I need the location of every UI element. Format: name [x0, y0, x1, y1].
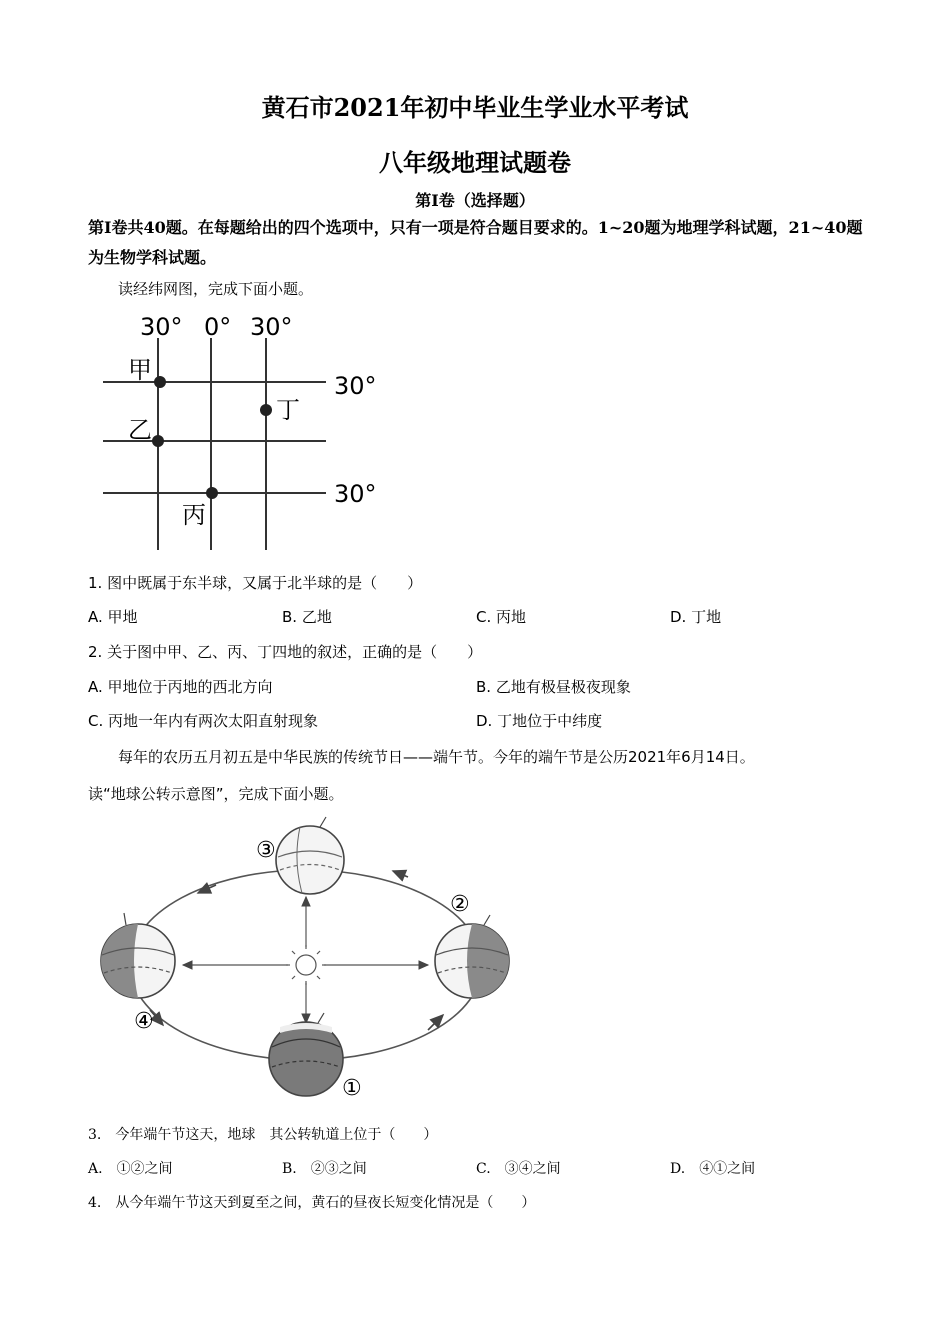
position-label-1: ①: [342, 1076, 362, 1101]
lat-label-north: 30°: [334, 372, 377, 400]
position-label-4: ④: [134, 1009, 154, 1034]
q2-option-a[interactable]: [88, 676, 273, 697]
lon-label-east: 30°: [250, 313, 293, 341]
question-1-text: 1. 图中既属于东半球，又属于北半球的是（ ）: [88, 574, 423, 592]
q3-option-d-text: ④①之间: [699, 1161, 756, 1177]
label-yi: 乙: [128, 416, 152, 444]
q1-option-b-text: 乙地: [301, 608, 332, 626]
q1-option-a[interactable]: [88, 606, 138, 627]
q1-option-d[interactable]: [670, 606, 721, 627]
q3-option-c-text: ③④之间: [504, 1161, 561, 1177]
question-1-stem: [88, 572, 422, 593]
earth-revolution-figure: [88, 815, 528, 1105]
lat-label-south: 30°: [334, 480, 377, 508]
q3-option-a-key: A.: [88, 1161, 103, 1177]
q2-option-d-text: 丁地位于中纬度: [497, 712, 603, 730]
q1-option-c-key: C.: [476, 608, 492, 626]
orbit-arrow-bottom: [428, 1015, 443, 1030]
q2-option-c-text: 丙地一年内有两次太阳直射现象: [108, 712, 319, 730]
label-bing: 丙: [182, 501, 206, 529]
q3-option-a[interactable]: [88, 1158, 173, 1178]
q3-option-b-text: ②③之间: [310, 1161, 367, 1177]
earth-position-4: [101, 913, 175, 998]
question-4-stem: 4. 从今年端午节这天到夏至之间，黄石的昼夜长短变化情况是（ ）: [88, 1195, 536, 1211]
lon-label-west: 30°: [140, 313, 183, 341]
earth-position-3: [276, 817, 344, 894]
question-2-stem: [88, 641, 482, 662]
q3-option-d[interactable]: [670, 1158, 755, 1178]
q3-option-a-text: ①②之间: [116, 1161, 173, 1177]
position-label-2: ②: [450, 892, 470, 917]
lon-label-zero: 0°: [204, 313, 232, 341]
q1-option-d-text: 丁地: [691, 608, 722, 626]
q2-option-d-key: D.: [476, 712, 493, 730]
label-jia: 甲: [128, 356, 152, 384]
q2-option-b-text: 乙地有极昼极夜现象: [495, 678, 631, 696]
exam-title: 黄石市2021年初中毕业生学业水平考试: [261, 93, 689, 122]
q1-option-b-key: B.: [282, 608, 298, 626]
point-ding: [260, 404, 272, 416]
q1-option-d-key: D.: [670, 608, 687, 626]
orbit-arrow-top: [393, 871, 408, 877]
q1-option-a-key: A.: [88, 608, 103, 626]
q2-option-b-key: B.: [476, 678, 492, 696]
q2-option-c-key: C.: [88, 712, 104, 730]
q1-option-a-text: 甲地: [107, 608, 138, 626]
point-yi: [152, 435, 164, 447]
earth-position-1: [269, 1013, 343, 1096]
group2-prompt-line2: 读“地球公转示意图”，完成下面小题。: [88, 785, 344, 803]
sun-icon: [286, 945, 326, 985]
q1-option-b[interactable]: [282, 606, 332, 627]
group2-prompt-line1: 每年的农历五月初五是中华民族的传统节日——端午节。今年的端午节是公历2021年6月14日。: [118, 748, 755, 766]
position-label-3: ③: [256, 838, 276, 863]
section-intro: 第I卷共40题。在每题给出的四个选项中，只有一项是符合题目要求的。1~20题为地理学科试题，21~40题为生物学科试题。: [88, 218, 863, 267]
q3-option-d-key: D.: [670, 1161, 686, 1177]
point-bing: [206, 487, 218, 499]
q2-option-a-text: 甲地位于丙地的西北方向: [107, 678, 273, 696]
q3-option-c[interactable]: [476, 1158, 561, 1178]
group1-prompt: 读经纬网图，完成下面小题。: [118, 280, 314, 298]
q1-option-c-text: 丙地: [496, 608, 527, 626]
paper-subtitle: 八年级地理试题卷: [379, 148, 571, 177]
q1-option-c[interactable]: [476, 606, 526, 627]
q3-option-c-key: C.: [476, 1161, 491, 1177]
q2-option-c[interactable]: [88, 710, 318, 731]
section-heading: 第I卷（选择题）: [415, 191, 535, 210]
earth-position-2: [435, 915, 509, 998]
q2-option-b[interactable]: [476, 676, 631, 697]
point-jia: [154, 376, 166, 388]
label-ding: 丁: [276, 396, 300, 424]
q2-option-a-key: A.: [88, 678, 103, 696]
question-2-text: 2. 关于图中甲、乙、丙、丁四地的叙述，正确的是（ ）: [88, 643, 483, 661]
q2-option-d[interactable]: [476, 710, 602, 731]
lat-long-grid-figure: [98, 308, 398, 553]
q3-option-b-key: B.: [282, 1161, 297, 1177]
question-3-stem: 3. 今年端午节这天，地球 其公转轨道上位于（ ）: [88, 1127, 438, 1143]
q3-option-b[interactable]: [282, 1158, 367, 1178]
